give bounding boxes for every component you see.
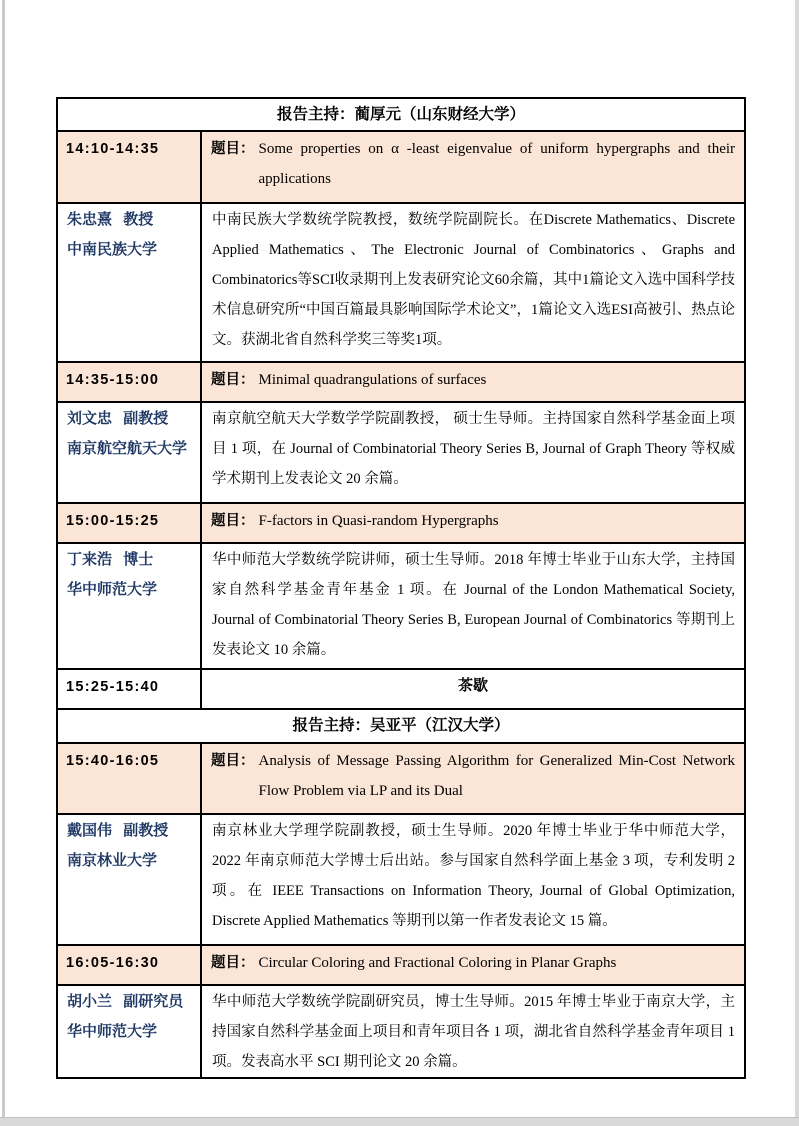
speaker-cell [57, 985, 201, 1078]
talk-title-cell [201, 503, 745, 543]
speaker-role: 副教授 [123, 822, 169, 839]
talk-time: 15:00-15:25 [57, 503, 201, 543]
speaker-cell [57, 543, 201, 669]
conference-schedule-table [56, 97, 746, 1079]
session-chair-row [57, 98, 745, 131]
speaker-affiliation: 华中师范大学 [67, 1023, 158, 1040]
title-label: 题目： [211, 372, 255, 388]
break-time: 15:25-15:40 [57, 669, 201, 709]
speaker-row [57, 203, 745, 362]
speaker-bio: 华中师范大学数统学院讲师，硕士生导师。2018 年博士毕业于山东大学，主持国家自然科学基金青年基金 1 项。在 Journal of the London Mathematical Society, Journal of Combinatorial Theory Series B, European Journal of Combinatorics 等期刊上发表论文 10 余篇。 [201, 543, 745, 669]
speaker-name-line [67, 404, 196, 434]
talk-title-cell [201, 131, 745, 203]
talk-title-cell [201, 945, 745, 985]
speaker-name: 戴国伟 [67, 822, 113, 839]
speaker-bio: 南京航空航天大学数学学院副教授， 硕士生导师。主持国家自然科学基金面上项目 1 项，在 Journal of Combinatorial Theory Series B, Journal of Graph Theory 等权威学术期刊上发表论文 20 余篇。 [201, 402, 745, 503]
speaker-role: 教授 [123, 211, 154, 228]
speaker-row [57, 814, 745, 945]
session-chair-row [57, 709, 745, 743]
talk-time: 15:40-16:05 [57, 743, 201, 814]
talk-row [57, 945, 745, 985]
speaker-role: 博士 [123, 551, 154, 568]
speaker-name-line [67, 816, 196, 846]
session-chair-text: 报告主持：吴亚平（江汉大学） [57, 709, 745, 743]
talk-title-cell [201, 362, 745, 402]
speaker-name-line [67, 205, 196, 235]
speaker-name: 刘文忠 [67, 410, 113, 427]
title-label: 题目： [211, 513, 255, 529]
page-right-edge [795, 0, 799, 1119]
speaker-affiliation: 华中师范大学 [67, 581, 158, 598]
speaker-affiliation: 南京航空航天大学 [67, 440, 188, 457]
speaker-role: 副研究员 [123, 993, 184, 1010]
speaker-name-line [67, 987, 196, 1017]
talk-title: Minimal quadrangulations of surfaces [258, 372, 487, 388]
speaker-row [57, 402, 745, 503]
talk-time: 16:05-16:30 [57, 945, 201, 985]
title-label: 题目： [211, 753, 255, 769]
speaker-bio: 中南民族大学数统学院教授，数统学院副院长。在Discrete Mathematics、Discrete Applied Mathematics、The Electronic Journal of Combinatorics、Graphs and Combinatorics等SCI收录期刊上发表研究论文60余篇，其中1篇论文入选中国科学技术信息研究所“中国百篇最具影响国际学术论文”，1篇论文入选ESI高被引、热点论文。获湖北省自然科学奖三等奖1项。 [201, 203, 745, 362]
session-chair-text: 报告主持：蔺厚元（山东财经大学） [57, 98, 745, 131]
speaker-name: 胡小兰 [67, 993, 113, 1010]
page-bottom-edge [0, 1117, 799, 1126]
speaker-name: 丁来浩 [67, 551, 113, 568]
tea-break-row [57, 669, 745, 709]
speaker-affiliation: 中南民族大学 [67, 241, 158, 258]
speaker-bio: 华中师范大学数统学院副研究员，博士生导师。2015 年博士毕业于南京大学，主持国家自然科学基金面上项目和青年项目各 1 项，湖北省自然科学基金青年项目 1 项。发表高水平 SCI 期刊论文 20 余篇。 [201, 985, 745, 1078]
tea-break-label: 茶歇 [201, 669, 745, 709]
talk-title: Circular Coloring and Fractional Coloring in Planar Graphs [258, 955, 617, 971]
talk-row [57, 131, 745, 203]
talk-row [57, 503, 745, 543]
talk-title: F-factors in Quasi-random Hypergraphs [258, 513, 499, 529]
speaker-role: 副教授 [123, 410, 169, 427]
talk-title: Some properties on α -least eigenvalue of uniform hypergraphs and their applications [258, 141, 736, 187]
speaker-cell [57, 402, 201, 503]
speaker-cell [57, 814, 201, 945]
talk-title-cell [201, 743, 745, 814]
talk-row [57, 743, 745, 814]
title-label: 题目： [211, 955, 255, 971]
speaker-name: 朱忠熹 [67, 211, 113, 228]
speaker-name-line [67, 545, 196, 575]
page-left-edge [2, 0, 5, 1119]
speaker-row [57, 543, 745, 669]
talk-time: 14:35-15:00 [57, 362, 201, 402]
speaker-row [57, 985, 745, 1078]
talk-time: 14:10-14:35 [57, 131, 201, 203]
title-label: 题目： [211, 141, 255, 157]
speaker-bio: 南京林业大学理学院副教授，硕士生导师。2020 年博士毕业于华中师范大学，2022 年南京师范大学博士后出站。参与国家自然科学面上基金 3 项，专利发明 2 项。在 IEEE Transactions on Information Theory, Journal of Global Optimization, Discrete Applied Mathematics 等期刊以第一作者发表论文 15 篇。 [201, 814, 745, 945]
talk-title: Analysis of Message Passing Algorithm for Generalized Min-Cost Network Flow Problem via LP and its Dual [258, 753, 736, 799]
speaker-cell [57, 203, 201, 362]
talk-row [57, 362, 745, 402]
speaker-affiliation: 南京林业大学 [67, 852, 158, 869]
